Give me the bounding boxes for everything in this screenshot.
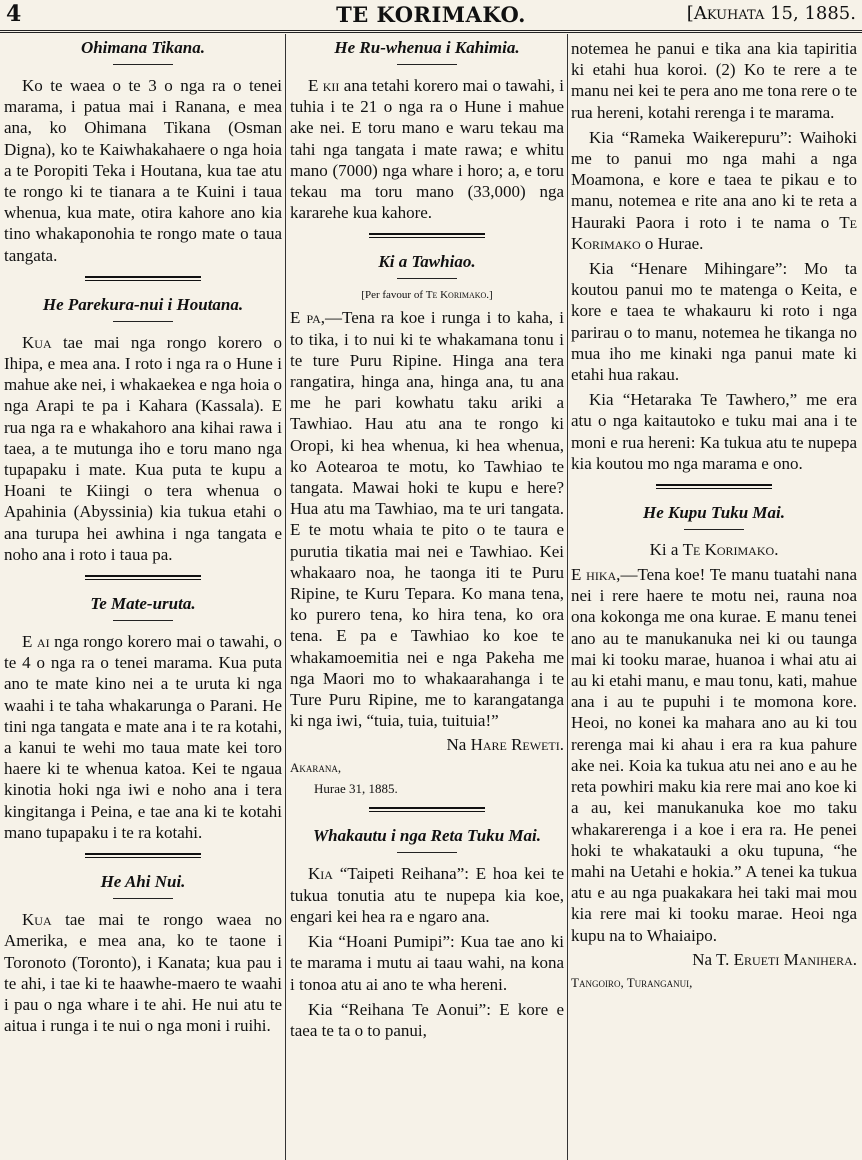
short-rule bbox=[113, 620, 173, 621]
signature bbox=[571, 950, 857, 970]
article-paragraph: notemea he panui e tika ana kia tapiritia ki etahi hua koroi. (2) Ko te rere a te manu nei kei te pera ano me tona rere o te rua hereni, kotahi rerenga i te marama. bbox=[571, 39, 857, 122]
column-divider bbox=[567, 34, 568, 1160]
article-heading: Te Mate-uruta. bbox=[90, 594, 196, 614]
column-divider bbox=[285, 34, 286, 1160]
paragraph-text: —Tena ra koe i runga i to kaha, i to tika, i to nui ki te whakamana tonu i te ture Puru Ripine. Hinga ana tera rangatira, hinga ana, hinga ana, tu ana me he pari kowhatu taku ariki a Tawhiao. Hau atu ana te rongo ki Oropi, ki hea whenua, ki hea whenua, ko Aotearoa te motu, ko Tawhiao te tangata. Mawai hoki te kupu e here? Hua atu ma Tawhiao, ma te uri tangata. E te motu whaia te pito o te taura e purutia tikatia mai nei e Tawhiao. Kei whakaaro noa, he taonga iti te Puru Ripine, te Kuru Tepara. Ko mana tena, ko purero tena, ko hira tena, ko ora tena. E pa e Tawhiao ko koe te whakamoemitia nei e nga Pakeha me nga Maori mo to whakaarahanga i te Ture Puru Ripine, me to karangatanga ki nga iwi, “tuia, tuia, tuituia!” bbox=[290, 308, 564, 731]
section-rule bbox=[85, 853, 201, 858]
article-paragraph bbox=[290, 307, 564, 731]
article-paragraph: Kia “Hetaraka Te Tawhero,” me era atu o nga kaitautoko e tuku mai ana i te moni e rua hereni: Ka tukua atu te nupepa kia koutou mo nga marama e ono. bbox=[571, 390, 857, 473]
article-heading: He Ahi Nui. bbox=[100, 872, 186, 892]
addressee-prefix: Ki a bbox=[649, 540, 683, 560]
article-heading: Ki a Tawhiao. bbox=[378, 252, 476, 272]
lead-word: E kii bbox=[308, 76, 340, 95]
lead-word: E ai bbox=[22, 632, 50, 652]
paragraph-text: ana tetahi korero mai o tawahi, i tuhia i te 21 o nga ra o Hune i mahue ake nei. E toru mano e waru tekau ma tahi nga tangata i mate rawa; e whitu mano (7000) nga whare i horo; a, e toru tekau ma toru mano (33,000) nga kararehe kua kahore. bbox=[290, 76, 564, 223]
section-rule bbox=[369, 807, 485, 812]
note-suffix: .] bbox=[486, 289, 493, 302]
column-1 bbox=[4, 38, 282, 1160]
place-line: Tangoiro, Turanganui, bbox=[571, 974, 693, 990]
article-paragraph bbox=[290, 75, 564, 223]
article-paragraph bbox=[290, 863, 564, 927]
lead-word: E pa, bbox=[290, 308, 325, 328]
section-rule bbox=[369, 233, 485, 238]
article-heading: He Parekura-nui i Houtana. bbox=[42, 294, 244, 314]
paragraph-text: —Tena koe! Te manu tuatahi nana nei i rere haere te motu nei, rauna noa ona kokonga me ona kurae. E manu tenei ano au te manukanuka nei ki ou taunga mai ki tooku marae, huanoa i whai atu ai au ki etahi manu, e mau tonu, kati, mahue ana i au te pupuhi i te momona kore. Heoi, no konei ka mahara ano au ki tou rerenga mai ki ahau i era ra kua pahure ake nei. Koia ka tukua atu nei ano e au he reta powhiri maku kia rere mai ano koe ki a au, kei manukanuka koe mo taku whakarerenga i a koe i era ra. He penei hoki te whakatauki a oku tupuna, “he mahi na Uetahi e hokia.” A tenei ka tukua atu e au nga puakakara hei taki mai mou kia rere mai ki tooku marae. Heoi nga kupu na to Whaiaipo. bbox=[571, 565, 857, 945]
lead-word: Kia bbox=[308, 864, 333, 884]
article-paragraph bbox=[4, 631, 282, 843]
page-number: 4 bbox=[6, 1, 22, 27]
short-rule bbox=[397, 852, 457, 853]
article-paragraph: Kia “Hoani Pumipi”: Kua tae ano ki te marama i mutu ai taau wahi, na kona i tonoa atu ai ano te wha hereni. bbox=[290, 932, 564, 994]
paragraph-text: nga rongo korero mai o tawahi, o te 4 o nga ra o tenei marama. Kua puta ano te mate kino nei a te uruta ki nga waahi i te taha whakarunga o Parani. He tini nga tangata e mate ana i te ra kotahi, a kanui te wehi mo taua mate kei toro haere ki te whenua katoa. Kei te ngaua kinotia hoki nga iwi e noho ana i tera kingitanga i Peina, e tae ana ki te kotahi mano tupapaku i te ra kotahi. bbox=[4, 632, 282, 842]
short-rule bbox=[397, 64, 457, 65]
addressee-suffix: . bbox=[774, 540, 779, 560]
article-paragraph: Kia “Reihana Te Aonui”: E kore e taea te ta o to panui, bbox=[290, 999, 564, 1040]
issue-date: [Akuhata 15, 1885. bbox=[686, 3, 856, 24]
paragraph-text: o Hurae. bbox=[640, 233, 704, 253]
column-2 bbox=[290, 38, 564, 1160]
article-paragraph: Ko te waea o te 3 o nga ra o tenei marama, i patua mai i Ranana, e mea ana, ko Ohimana Tikana (Osman Digna), ko te Kaiwhakahaere o nga hoia a te Poropiti Teka i Houtana, kua tae atu te rongo ki te tianara a te Kuini i taua whenua, kua mate, otira kahore ano kia tino whakaponohia te rongo mate o taua tangata. bbox=[4, 76, 282, 265]
date-line: Hurae 31, 1885. bbox=[314, 781, 398, 797]
section-rule bbox=[656, 484, 772, 489]
short-rule bbox=[684, 529, 744, 530]
article-paragraph bbox=[571, 564, 857, 946]
short-rule bbox=[113, 898, 173, 899]
newspaper-title: TE KORIMAKO. bbox=[336, 2, 526, 27]
section-rule bbox=[85, 276, 201, 281]
article-paragraph bbox=[4, 909, 282, 1036]
addressee-name: Te Korimako bbox=[682, 540, 775, 560]
page-header bbox=[0, 0, 862, 30]
short-rule bbox=[397, 278, 457, 279]
article-heading: Ohimana Tikana. bbox=[80, 38, 206, 57]
signature-name: Erueti Manihera. bbox=[733, 949, 857, 969]
paragraph-text: tae mai te rongo waea no Amerika, e mea ana, ko te taone i Toronoto (Toronto), i Kanata; kua pau i te ahi, i tae ki te haawhe-maero te waahi i pau o nga whare i te ahi. He nui atu te aitua i runga i te nui o nga moni i ruihi. bbox=[4, 910, 282, 1036]
paragraph-text: tae mai nga rongo korero o Ihipa, e mea ana. I roto i nga ra o Hune i mahue ake nei, i whakaekea e nga hoia o nga Arapi te pa i Kahara (Kassala). E rua nga ra e whakahoro ana kihai rawa i taea, a te mutunga iho e toru mano nga tupapaku i mate. Kua puta te kupu a Hoani te Kiingi o tera whenua o Apahinia (Abyssinia) kia tukua etahi o ana turupa hei awhina i nga tangata e noho ana i roto i taua pa. bbox=[4, 332, 282, 564]
paper-name: Te Korimako bbox=[571, 212, 857, 253]
short-rule bbox=[113, 321, 173, 322]
section-rule bbox=[85, 575, 201, 580]
article-heading: Whakautu i nga Reta Tuku Mai. bbox=[313, 826, 541, 846]
article-heading: He Ru-whenua i Kahimia. bbox=[334, 38, 520, 57]
lead-word: Kua bbox=[22, 910, 52, 930]
note-name: Te Korimako bbox=[425, 289, 487, 302]
note-prefix: [Per favour of bbox=[361, 289, 426, 302]
article-paragraph: Kia “Henare Mihingare”: Mo ta koutou panui mo te matenga o Keita, e kore e taea te whakauru ki roto i nga parirau o to manu, notemea he tikanga no mua iho me kinaki nga panui mate ki etahi hua rakau. bbox=[571, 259, 857, 385]
short-rule bbox=[113, 64, 173, 65]
column-3 bbox=[571, 38, 857, 1160]
signature-prefix: Na bbox=[446, 735, 471, 755]
signature-prefix: Na T. bbox=[692, 949, 734, 969]
article-paragraph bbox=[571, 127, 857, 254]
lead-word: Kua bbox=[22, 332, 52, 352]
paragraph-text: Kia “Rameka Waikerepuru”: Waihoki me to panui mo nga mahi a nga Moamona, e kore e taea te pikau e to manu, notemea e rite ana ano ki te reta a Hauraki Paora i roto i te nama o bbox=[571, 127, 857, 232]
signature bbox=[290, 735, 564, 755]
article-paragraph bbox=[4, 332, 282, 565]
signature-name: Hare Reweti. bbox=[470, 735, 564, 755]
lead-word: E hika, bbox=[571, 565, 621, 585]
favour-note bbox=[290, 289, 564, 301]
article-heading: He Kupu Tuku Mai. bbox=[642, 503, 786, 523]
paragraph-text: “Taipeti Reihana”: E hoa kei te tukua tonutia atu te nupepa kia koe, engari kei hea ra e ngaro ana. bbox=[290, 864, 564, 926]
header-rule bbox=[0, 30, 862, 33]
place-line: Akarana, bbox=[290, 760, 342, 776]
addressee-line bbox=[571, 540, 857, 560]
